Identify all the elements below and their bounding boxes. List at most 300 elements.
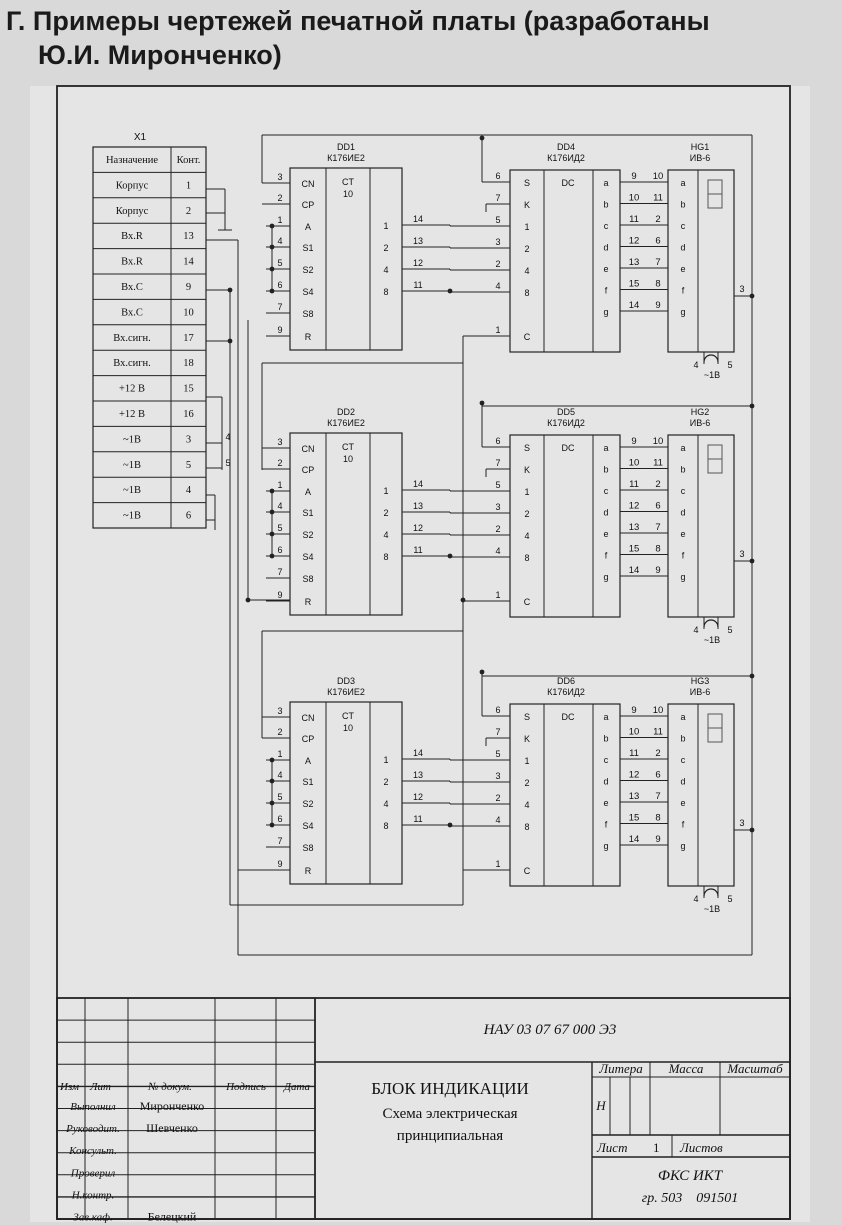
header-list: Лит	[90, 1081, 111, 1093]
counter-output-pin: 14	[412, 748, 424, 758]
indicator-segment-pin: 2	[655, 748, 661, 759]
counter-input-pin: 1	[277, 215, 283, 225]
indicator-part: ИВ-6	[689, 153, 711, 163]
decoder-input-label: 4	[524, 266, 530, 276]
counter-ct-label: CT	[342, 711, 354, 721]
counter-output-pin: 14	[412, 214, 424, 224]
connector-row-name: Корпус	[115, 205, 149, 217]
counter-input-pin: 2	[277, 727, 283, 737]
decoder-dc-label: DC	[561, 178, 575, 188]
connector-row-contact: 6	[185, 510, 192, 522]
indicator-segment-pin: 6	[655, 235, 661, 247]
decoder-input-pin: 6	[495, 705, 501, 715]
counter-output-pin: 13	[412, 770, 424, 780]
role-label: Выполнил	[70, 1101, 116, 1113]
connector-row-contact: 10	[183, 307, 194, 319]
decoder-input-pin: 4	[495, 546, 501, 556]
decoder-input-pin: 1	[495, 859, 501, 869]
counter-input-pin: 4	[277, 770, 283, 780]
header-sign: Подпись	[226, 1081, 266, 1093]
decoder-input-pin: 5	[495, 215, 501, 225]
indicator-segment-label: c	[680, 221, 686, 231]
counter-output-label: 1	[383, 755, 389, 765]
decoder-output-label: b	[603, 199, 609, 210]
indicator-segment-pin: 2	[655, 214, 661, 225]
counter-input-pin: 3	[277, 706, 283, 716]
decoder-input-label: 1	[524, 756, 530, 766]
counter-output-label: 4	[383, 799, 389, 809]
counter-output-label: 2	[383, 243, 389, 253]
decoder-input-label: 4	[524, 531, 530, 541]
drawing-name-1: БЛОК ИНДИКАЦИИ	[371, 1079, 529, 1098]
decoder-output-label: c	[603, 221, 609, 231]
counter-input-label: S1	[302, 243, 314, 253]
decoder-output-label: c	[603, 755, 609, 765]
filament-pin: 4	[693, 625, 699, 635]
indicator-segment-pin: 6	[655, 769, 661, 781]
indicator-segment-label: b	[680, 733, 686, 744]
counter-output-label: 2	[383, 508, 389, 518]
decoder-input-label: K	[523, 465, 531, 475]
litera-value: Н	[596, 1098, 606, 1113]
decoder-input-pin: 4	[495, 815, 501, 825]
connector-row-name: Вх.сигн.	[113, 332, 151, 344]
counter-output-pin: 14	[412, 479, 424, 489]
indicator-segment-label: d	[680, 242, 686, 253]
filament-label: ~1В	[703, 904, 721, 914]
counter-input-label: S2	[302, 530, 314, 540]
counter-input-pin: 6	[277, 545, 283, 555]
decoder-input-label: 1	[524, 487, 530, 497]
counter-input-label: CP	[301, 465, 315, 475]
decoder-input-label: K	[523, 200, 531, 210]
decoder-output-pin: 11	[629, 748, 639, 759]
decoder-input-pin: 3	[495, 502, 501, 512]
counter-input-label: S4	[302, 821, 314, 831]
counter-output-label: 2	[383, 777, 389, 787]
decoder-output-label: g	[603, 841, 609, 851]
organization: ФКС ИКТ	[657, 1168, 723, 1184]
counter-ct-label: CT	[342, 442, 354, 452]
counter-ref: DD2	[336, 407, 356, 417]
indicator-segment-pin: 9	[655, 834, 661, 845]
indicator-segment-label: e	[680, 798, 686, 808]
decoder-output-label: d	[603, 242, 609, 253]
counter-output-pin: 12	[412, 792, 424, 802]
role-label: Зав.каф.	[73, 1211, 113, 1224]
role-name: Шевченко	[146, 1121, 198, 1136]
decoder-input-pin: 7	[495, 458, 501, 468]
role-label: Н.контр.	[71, 1189, 115, 1202]
counter-input-label: CP	[301, 200, 315, 210]
scale-label: Масштаб	[727, 1061, 783, 1076]
decoder-input-pin: 1	[495, 325, 501, 335]
role-label: Руководит.	[66, 1123, 120, 1136]
connector-row-contact: 2	[185, 205, 192, 217]
decoder-input-pin: 6	[495, 171, 501, 181]
decoder-input-label: S	[523, 178, 531, 188]
decoder-output-label: f	[604, 285, 608, 296]
page-title-line2: Ю.И. Миронченко)	[38, 40, 282, 70]
decoder-input-label: C	[523, 332, 531, 342]
indicator-segment-pin: 10	[652, 171, 664, 182]
connector-row-name: ~1В	[123, 485, 141, 497]
drawing-name-3: принципиальная	[396, 1128, 504, 1144]
connector-row-name: ~1В	[123, 459, 141, 471]
counter-input-label: R	[304, 866, 312, 876]
decoder-output-label: c	[603, 486, 609, 496]
indicator-common-pin: 3	[739, 818, 745, 828]
decoder-part: К176ИД2	[547, 418, 585, 428]
decoder-output-label: e	[603, 264, 609, 274]
counter-output-pin: 12	[412, 523, 424, 533]
filament-pin: 5	[727, 360, 733, 370]
sheet-label: Лист	[597, 1140, 628, 1155]
indicator-common-pin: 3	[739, 284, 745, 294]
filament-pin: 4	[693, 360, 699, 370]
decoder-input-pin: 2	[495, 793, 501, 803]
indicator-segment-pin: 6	[655, 500, 661, 512]
counter-input-label: S1	[302, 508, 314, 518]
decoder-input-label: 8	[524, 553, 530, 563]
document-code: НАУ 03 07 67 000 Э3	[483, 1022, 617, 1038]
connector-row-name: ~1В	[123, 434, 141, 446]
counter-10-label: 10	[342, 723, 354, 733]
decoder-output-pin: 13	[628, 522, 640, 533]
page-title-line1: Г. Примеры чертежей печатной платы (разработаны	[6, 6, 710, 36]
counter-input-pin: 7	[277, 302, 283, 312]
counter-output-pin: 11	[413, 814, 423, 824]
role-label: Консульт.	[69, 1145, 117, 1158]
decoder-output-label: e	[603, 798, 609, 808]
indicator-segment-label: d	[680, 507, 686, 518]
counter-input-pin: 5	[277, 792, 283, 802]
decoder-output-pin: 9	[631, 705, 637, 716]
indicator-part: ИВ-6	[689, 418, 711, 428]
decoder-part: К176ИД2	[547, 153, 585, 163]
counter-input-label: S2	[302, 265, 314, 275]
connector-row-contact: 18	[183, 358, 194, 370]
indicator-segment-pin: 11	[653, 192, 663, 204]
indicator-ref: HG3	[690, 676, 710, 686]
decoder-output-pin: 9	[631, 436, 637, 447]
connector-row-name: Вх.С	[121, 307, 143, 319]
decoder-input-label: 1	[524, 222, 530, 232]
indicator-segment-label: a	[680, 443, 686, 453]
filament-pin: 5	[727, 625, 733, 635]
indicator-segment-label: a	[680, 178, 686, 188]
counter-output-pin: 13	[412, 236, 424, 246]
decoder-output-pin: 11	[629, 214, 639, 225]
counter-input-label: S4	[302, 287, 314, 297]
counter-output-label: 8	[383, 287, 389, 297]
connector-header-contact: Конт.	[176, 155, 201, 166]
indicator-segment-label: b	[680, 199, 686, 210]
indicator-segment-pin: 10	[652, 705, 664, 716]
counter-ct-label: CT	[342, 177, 354, 187]
indicator-segment-label: f	[681, 819, 685, 830]
drawing-paper	[30, 86, 810, 1222]
indicator-segment-pin: 2	[655, 479, 661, 490]
counter-input-pin: 5	[277, 258, 283, 268]
connector-row-contact: 9	[185, 282, 192, 293]
indicator-segment-label: b	[680, 464, 686, 475]
connector-row-name: Вх.сигн.	[113, 358, 151, 370]
filament-label: ~1В	[703, 370, 721, 380]
counter-input-pin: 6	[277, 814, 283, 824]
indicator-segment-pin: 10	[652, 436, 664, 447]
counter-input-label: S2	[302, 799, 314, 809]
counter-input-label: A	[304, 756, 312, 766]
decoder-output-label: d	[603, 507, 609, 518]
counter-output-label: 1	[383, 221, 389, 231]
counter-input-label: S1	[302, 777, 314, 787]
role-name: Белецкий	[147, 1209, 197, 1224]
counter-input-label: A	[304, 487, 312, 497]
decoder-input-label: 2	[524, 778, 530, 788]
counter-output-pin: 13	[412, 501, 424, 511]
counter-input-pin: 1	[277, 749, 283, 759]
counter-input-label: A	[304, 222, 312, 232]
decoder-output-pin: 14	[628, 834, 640, 845]
counter-output-label: 4	[383, 265, 389, 275]
indicator-ref: HG1	[690, 142, 710, 152]
connector-row-name: Вх.R	[121, 231, 143, 243]
indicator-segment-pin: 8	[655, 278, 661, 290]
connector-row-name: Корпус	[115, 180, 149, 192]
indicator-segment-label: g	[680, 307, 686, 317]
counter-output-label: 8	[383, 552, 389, 562]
counter-input-pin: 3	[277, 437, 283, 447]
decoder-output-label: f	[604, 550, 608, 561]
decoder-output-pin: 13	[628, 257, 640, 268]
group-code: гр. 503 091501	[641, 1191, 739, 1206]
counter-input-pin: 2	[277, 193, 283, 203]
drawing-name-2: Схема электрическая	[382, 1106, 518, 1122]
counter-10-label: 10	[342, 454, 354, 464]
litera-label: Литера	[599, 1061, 643, 1076]
indicator-segment-label: a	[680, 712, 686, 722]
counter-input-pin: 2	[277, 458, 283, 468]
counter-input-pin: 9	[277, 325, 283, 335]
counter-input-label: CN	[301, 444, 315, 454]
indicator-segment-label: c	[680, 755, 686, 765]
role-label: Проверил	[70, 1167, 116, 1180]
counter-ref: DD3	[336, 676, 356, 686]
decoder-output-pin: 10	[628, 192, 640, 204]
decoder-output-pin: 10	[628, 726, 640, 738]
counter-input-label: R	[304, 332, 312, 342]
decoder-output-label: g	[603, 572, 609, 582]
decoder-input-label: 8	[524, 288, 530, 298]
counter-input-pin: 9	[277, 590, 283, 600]
connector-side-pin: 4	[225, 432, 231, 442]
decoder-input-pin: 7	[495, 727, 501, 737]
decoder-output-label: d	[603, 776, 609, 787]
decoder-output-pin: 14	[628, 300, 640, 311]
decoder-output-label: a	[603, 712, 609, 722]
header-izm: Изм	[60, 1081, 79, 1093]
counter-input-pin: 4	[277, 501, 283, 511]
connector-row-contact: 5	[185, 459, 192, 471]
role-name: Миронченко	[139, 1099, 205, 1113]
counter-input-pin: 6	[277, 280, 283, 290]
indicator-segment-label: f	[681, 285, 685, 296]
counter-input-pin: 9	[277, 859, 283, 869]
counter-input-label: S8	[302, 309, 314, 319]
counter-part: К176ИЕ2	[327, 687, 365, 697]
connector-row-name: Вх.С	[121, 282, 143, 293]
indicator-ref: HG2	[690, 407, 710, 417]
counter-input-label: R	[304, 597, 312, 607]
counter-output-label: 4	[383, 530, 389, 540]
connector-row-contact: 4	[185, 485, 192, 497]
decoder-input-pin: 5	[495, 480, 501, 490]
decoder-ref: DD4	[556, 142, 576, 152]
counter-input-label: CN	[301, 713, 315, 723]
decoder-input-label: C	[523, 866, 531, 876]
connector-row-contact: 17	[183, 332, 194, 344]
header-date: Дата	[283, 1081, 311, 1093]
connector-side-pin: 5	[225, 458, 231, 468]
decoder-output-pin: 14	[628, 565, 640, 576]
counter-input-pin: 3	[277, 172, 283, 182]
counter-output-pin: 11	[413, 280, 423, 290]
indicator-segment-pin: 11	[653, 457, 663, 469]
indicator-segment-pin: 9	[655, 565, 661, 576]
counter-output-label: 8	[383, 821, 389, 831]
decoder-input-pin: 3	[495, 771, 501, 781]
decoder-input-pin: 5	[495, 749, 501, 759]
counter-part: К176ИЕ2	[327, 153, 365, 163]
indicator-segment-pin: 7	[655, 791, 661, 802]
counter-input-label: CN	[301, 179, 315, 189]
counter-output-pin: 12	[412, 258, 424, 268]
counter-input-label: S4	[302, 552, 314, 562]
decoder-input-pin: 4	[495, 281, 501, 291]
mass-label: Масса	[668, 1061, 704, 1076]
decoder-output-pin: 10	[628, 457, 640, 469]
decoder-input-label: 2	[524, 509, 530, 519]
decoder-input-label: K	[523, 734, 531, 744]
decoder-input-pin: 7	[495, 193, 501, 203]
indicator-part: ИВ-6	[689, 687, 711, 697]
indicator-segment-label: f	[681, 550, 685, 561]
indicator-segment-label: e	[680, 529, 686, 539]
connector-row-contact: 1	[185, 180, 192, 192]
decoder-output-label: e	[603, 529, 609, 539]
filament-pin: 5	[727, 894, 733, 904]
decoder-output-pin: 9	[631, 171, 637, 182]
decoder-output-pin: 15	[628, 278, 640, 290]
connector-row-name: Вх.R	[121, 256, 143, 268]
header-doc: № докум.	[148, 1081, 192, 1093]
decoder-ref: DD6	[556, 676, 576, 686]
counter-part: К176ИЕ2	[327, 418, 365, 428]
decoder-output-pin: 12	[628, 235, 640, 247]
decoder-output-label: f	[604, 819, 608, 830]
indicator-common-pin: 3	[739, 549, 745, 559]
indicator-segment-pin: 7	[655, 257, 661, 268]
connector-row-contact: 14	[183, 256, 194, 268]
decoder-input-pin: 3	[495, 237, 501, 247]
counter-input-label: S8	[302, 574, 314, 584]
connector-row-name: +12 В	[118, 383, 146, 395]
indicator-segment-label: d	[680, 776, 686, 787]
connector-row-contact: 16	[183, 409, 194, 420]
decoder-output-pin: 12	[628, 500, 640, 512]
filament-pin: 4	[693, 894, 699, 904]
decoder-output-pin: 11	[629, 479, 639, 490]
connector-ref: X1	[133, 132, 147, 143]
connector-header-name: Назначение	[105, 155, 159, 166]
counter-input-pin: 1	[277, 480, 283, 490]
counter-10-label: 10	[342, 189, 354, 199]
decoder-input-pin: 6	[495, 436, 501, 446]
connector-row-name: ~1В	[123, 510, 141, 522]
filament-label: ~1В	[703, 635, 721, 645]
indicator-segment-label: g	[680, 572, 686, 582]
decoder-input-label: 2	[524, 244, 530, 254]
counter-input-label: CP	[301, 734, 315, 744]
decoder-output-pin: 15	[628, 812, 640, 824]
indicator-segment-pin: 7	[655, 522, 661, 533]
connector-row-contact: 3	[185, 434, 192, 446]
indicator-segment-pin: 11	[653, 726, 663, 738]
indicator-segment-pin: 8	[655, 543, 661, 555]
counter-input-pin: 7	[277, 567, 283, 577]
indicator-segment-pin: 8	[655, 812, 661, 824]
counter-input-pin: 5	[277, 523, 283, 533]
decoder-dc-label: DC	[561, 712, 575, 722]
connector-row-contact: 15	[183, 383, 194, 395]
decoder-input-label: S	[523, 712, 531, 722]
decoder-input-label: 4	[524, 800, 530, 810]
decoder-input-label: 8	[524, 822, 530, 832]
sheets-label: Листов	[680, 1140, 723, 1155]
decoder-input-pin: 2	[495, 259, 501, 269]
counter-output-label: 1	[383, 486, 389, 496]
connector-row-name: +12 В	[118, 409, 146, 420]
decoder-input-label: C	[523, 597, 531, 607]
decoder-output-label: g	[603, 307, 609, 317]
counter-input-label: S8	[302, 843, 314, 853]
decoder-input-pin: 1	[495, 590, 501, 600]
decoder-dc-label: DC	[561, 443, 575, 453]
decoder-part: К176ИД2	[547, 687, 585, 697]
counter-input-pin: 4	[277, 236, 283, 246]
connector-row-contact: 13	[183, 231, 194, 243]
indicator-segment-label: e	[680, 264, 686, 274]
decoder-output-pin: 13	[628, 791, 640, 802]
decoder-ref: DD5	[556, 407, 576, 417]
indicator-segment-label: g	[680, 841, 686, 851]
counter-input-pin: 7	[277, 836, 283, 846]
decoder-output-pin: 15	[628, 543, 640, 555]
decoder-output-label: a	[603, 443, 609, 453]
indicator-segment-label: c	[680, 486, 686, 496]
indicator-segment-pin: 9	[655, 300, 661, 311]
decoder-input-pin: 2	[495, 524, 501, 534]
decoder-output-pin: 12	[628, 769, 640, 781]
counter-output-pin: 11	[413, 545, 423, 555]
decoder-output-label: b	[603, 733, 609, 744]
sheet-value: 1	[653, 1140, 660, 1155]
counter-ref: DD1	[336, 142, 356, 152]
decoder-output-label: a	[603, 178, 609, 188]
decoder-output-label: b	[603, 464, 609, 475]
decoder-input-label: S	[523, 443, 531, 453]
